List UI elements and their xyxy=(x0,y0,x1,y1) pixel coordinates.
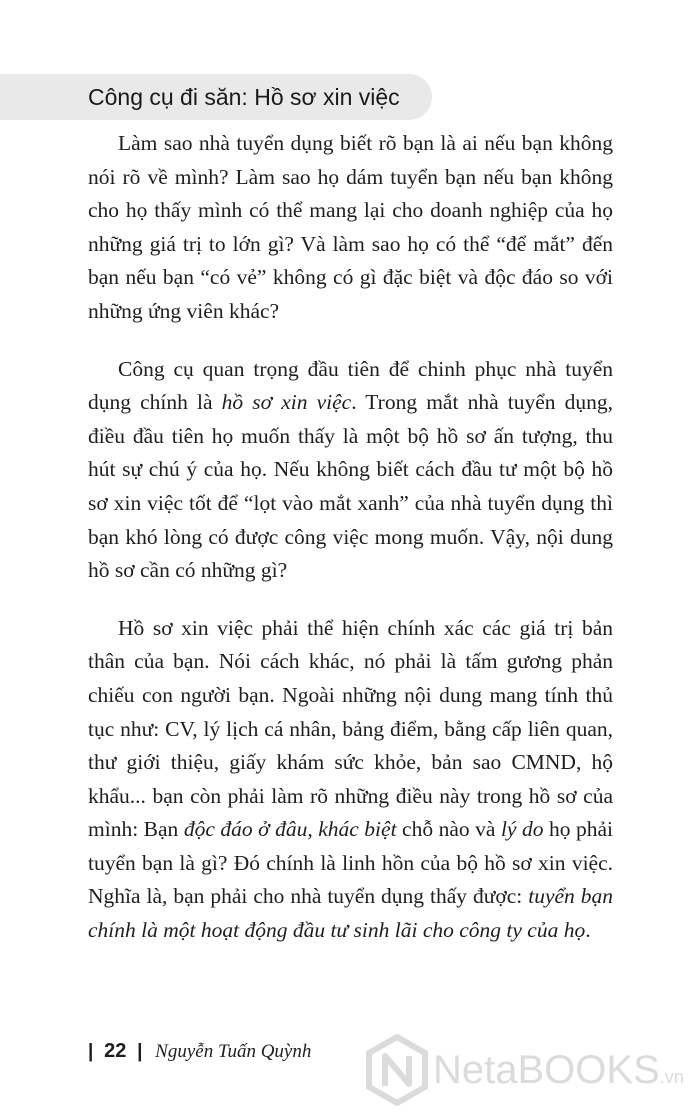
paragraph-text: . Trong mắt nhà tuyển dụng, điều đầu tiên họ muốn thấy là một bộ hồ sơ ấn tượng, thu hút sự chú ý của họ. Nếu không biết cách đầu tư một bộ hồ sơ xin việc tốt để “lọt vào mắt xanh” của nhà tuyển dụng thì bạn khó lòng có được công việc mong muốn. Vậy, nội dung hồ sơ cần có những gì? xyxy=(88,390,613,583)
watermark-brand: NetaBOOKS xyxy=(433,1048,660,1092)
paragraph-text: , xyxy=(307,817,319,842)
netabooks-watermark xyxy=(365,1030,695,1110)
emphasis-text: độc đáo ở đâu xyxy=(183,817,308,842)
page-number: 22 xyxy=(104,1040,127,1062)
paragraph-text: Công cụ quan trọng đầu tiên để chinh phục nhà tuyển dụng chính là xyxy=(88,356,613,415)
paragraph-text: Hồ sơ xin việc phải thể hiện chính xác các giá trị bản thân của bạn. Nói cách khác, nó phải là tấm gương phản chiếu con người bạn. Ngoài những nội dung mang tính thủ tục như: CV, lý lịch cá nhân, bảng điểm, bằng cấp liên quan, thư giới thiệu, giấy khám sức khỏe, bản sao CMND, hộ khẩu... bạn còn phải làm rõ những điều này trong hồ sơ của mình: Bạn xyxy=(88,615,613,842)
paragraph-3 xyxy=(88,612,613,948)
section-heading: Công cụ đi săn: Hồ sơ xin việc xyxy=(88,84,400,110)
page-footer xyxy=(88,1037,311,1065)
footer-separator-right: | xyxy=(137,1041,143,1062)
paragraph-text: chỗ nào và xyxy=(396,817,501,842)
emphasis-text: khác biệt xyxy=(318,817,397,842)
netabooks-logo-icon xyxy=(365,1034,429,1106)
paragraph-text: họ phải tuyển bạn là gì? Đó chính là linh hồn của bộ hồ sơ xin việc. Nghĩa là, bạn phải cho nhà tuyển dụng thấy được: xyxy=(88,817,613,909)
emphasis-text: hồ sơ xin việc xyxy=(221,390,352,415)
author-name: Nguyễn Tuấn Quỳnh xyxy=(155,1041,312,1062)
paragraph-text: Làm sao nhà tuyển dụng biết rõ bạn là ai nếu bạn không nói rõ về mình? Làm sao họ dám tuyển bạn nếu bạn không cho họ thấy mình có thể mang lại cho doanh nghiệp của họ những giá trị to lớn gì? Và làm sao họ có thể “để mắt” đến bạn nếu bạn “có vẻ” không có gì đặc biệt và độc đáo so với những ứng viên khác? xyxy=(88,131,613,323)
emphasis-text: lý do xyxy=(500,817,544,842)
paragraph-text: . xyxy=(585,918,591,943)
watermark-text xyxy=(433,1048,684,1099)
body-text xyxy=(88,127,613,972)
footer-separator-left: | xyxy=(88,1041,94,1062)
emphasis-text: tuyển bạn chính là một hoạt động đầu tư sinh lãi cho công ty của họ xyxy=(88,884,614,943)
paragraph-2 xyxy=(88,353,613,588)
watermark-suffix: .vn xyxy=(659,1067,684,1087)
paragraph-1 xyxy=(88,127,613,329)
